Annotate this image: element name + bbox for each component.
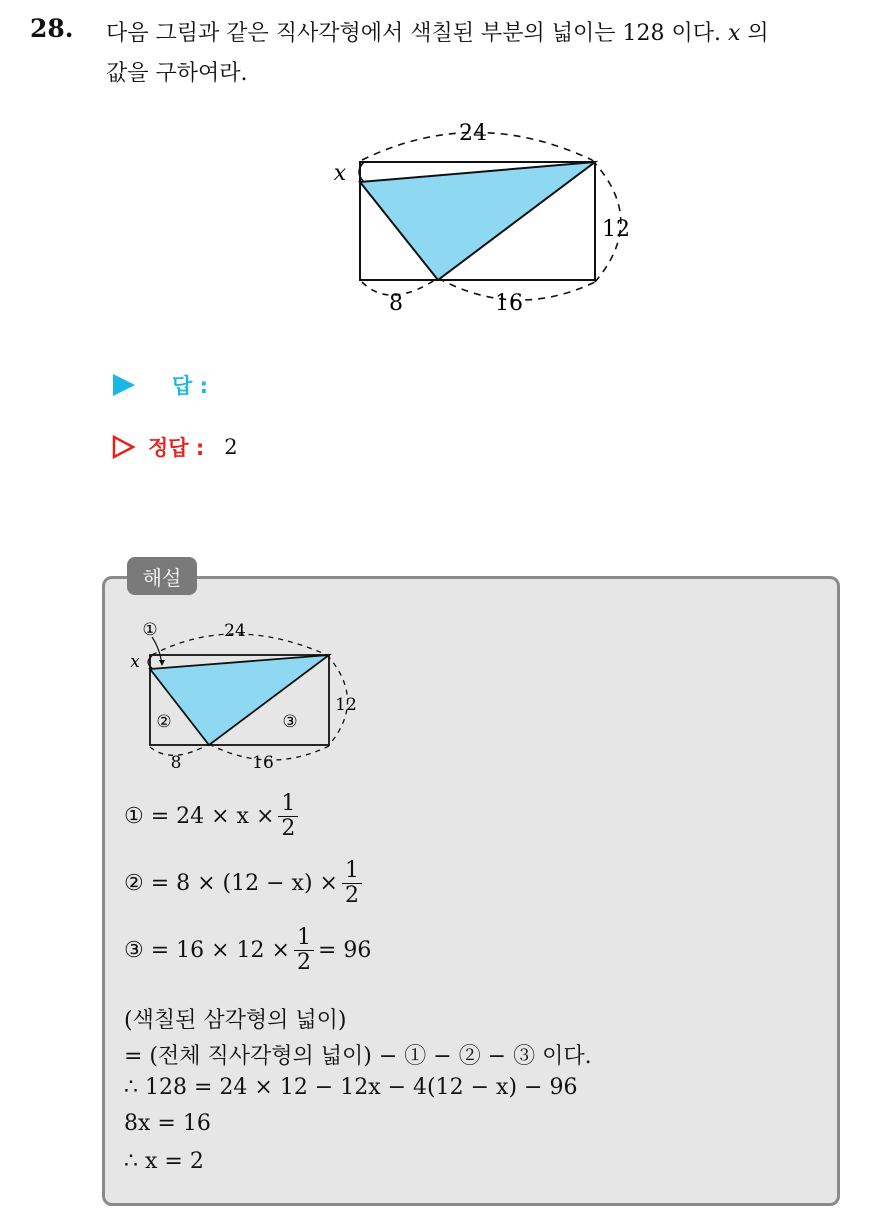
explanation-line-4: (색칠된 삼각형의 넓이) [124, 1008, 347, 1033]
fraction-half: $\frac{1}{2}$ [278, 792, 298, 841]
equation-3: ③ = 16 × 12 × $\frac{1}{2}$ = 96 [124, 925, 372, 975]
label-region-3: ③ [282, 712, 298, 732]
label-12: 12 [602, 217, 630, 242]
label-8: 8 [389, 291, 403, 316]
label-x: x [333, 161, 347, 186]
play-triangle-icon [110, 372, 136, 398]
solution-label: 정답 : [148, 436, 205, 460]
shaded-triangle [360, 162, 595, 280]
outline-triangle-icon [110, 434, 136, 460]
label-x: x [130, 652, 140, 672]
variable-x: x [727, 21, 741, 46]
shaded-triangle [150, 655, 329, 745]
label-16: 16 [252, 753, 274, 773]
label-12: 12 [335, 695, 357, 715]
fraction-half: $\frac{1}{2}$ [294, 926, 314, 975]
explanation-line-6: ∴ 128 = 24 × 12 − 12x − 4(12 − x) − 96 [124, 1075, 578, 1100]
solution-row [110, 432, 238, 462]
explanation-line-8: ∴ x = 2 [124, 1149, 204, 1174]
explanation-figure [122, 615, 372, 775]
solution-value: 2 [224, 435, 238, 459]
question-text-line2: 값을 구하여라. [106, 61, 248, 86]
equation-1: ① = 24 × x × $\frac{1}{2}$ [124, 792, 302, 841]
question-number: 28. [30, 14, 74, 43]
pointer-arrowhead [159, 660, 165, 666]
label-24: 24 [224, 621, 246, 641]
fraction-half: $\frac{1}{2}$ [342, 859, 362, 908]
explanation-line-7: 8x = 16 [124, 1111, 211, 1136]
answer-row [110, 370, 208, 400]
label-16: 16 [495, 291, 523, 316]
question-text-line1: 다음 그림과 같은 직사각형에서 색칠된 부분의 넓이는 128 이다. x 의 [106, 21, 769, 46]
explanation-line-5: = (전체 직사각형의 넓이) − ① − ② − ③ 이다. [124, 1044, 592, 1069]
answer-label: 답 : [172, 374, 208, 398]
label-region-2: ② [156, 712, 172, 732]
equation-2: ② = 8 × (12 − x) × $\frac{1}{2}$ [124, 859, 366, 908]
label-region-1: ① [142, 620, 158, 640]
problem-figure [320, 110, 640, 325]
label-8: 8 [170, 753, 182, 773]
label-24: 24 [459, 121, 487, 146]
explanation-tag: 해설 [127, 557, 197, 595]
